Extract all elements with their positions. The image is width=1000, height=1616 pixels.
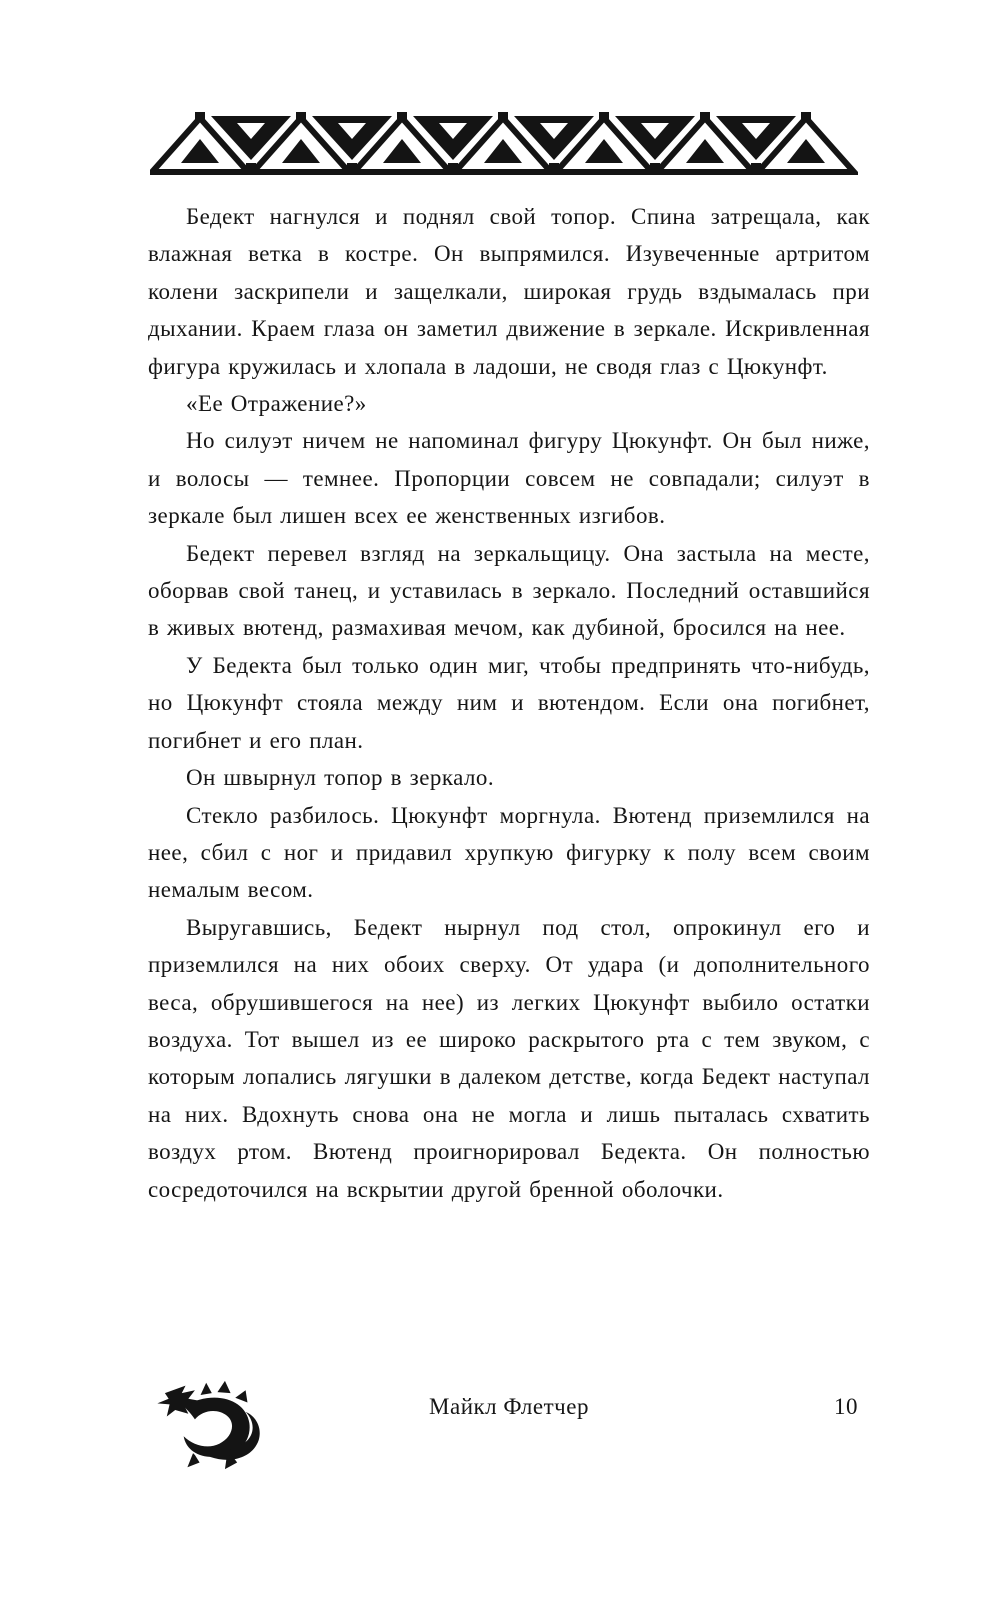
paragraph: У Бедекта был только один миг, чтобы предпринять что-нибудь, но Цюкунфт стояла между ним и вютендом. Если она погибнет, погибнет и его план.: [148, 652, 870, 753]
dragon-logo-icon: [148, 1378, 270, 1472]
page-number: 10: [834, 1394, 858, 1419]
paragraph: Бедект нагнулся и поднял свой топор. Спина затрещала, как влажная ветка в костре. Он выпрямился. Изувеченные артритом колени заскрипели и защелкали, широкая грудь вздымалась при дыхании. Краем глаза он заметил движение в зеркале. Искривленная фигура кружилась и хлопала в ладоши, не сводя глаз с Цюкунфт.: [148, 204, 870, 379]
paragraph: Но силуэт ничем не напоминал фигуру Цюкунфт. Он был ниже, и волосы — темнее. Пропорции совсем не совпадали; силуэт в зеркале был лишен всех ее женственных изгибов.: [148, 428, 870, 529]
ornament-border-icon: [150, 112, 858, 176]
paragraph: Выругавшись, Бедект нырнул под стол, опрокинул его и приземлился на них обоих сверху. От удара (и дополнительного веса, обрушившегося на нее) из легких Цюкунфт выбило остатки воздуха. Тот вышел из ее широко раскрытого рта с тем звуком, с которым лопались лягушки в далеком детстве, когда Бедект наступал на них. Вдохнуть снова она не могла и лишь пыталась схватить воздух ртом. Вютенд проигнорировал Бедекта. Он полностью сосредоточился на вскрытии другой бренной оболочки.: [148, 914, 870, 1202]
triangle-ornament-icon: [150, 112, 858, 176]
page-footer: [148, 1378, 870, 1478]
paragraph: Стекло разбилось. Цюкунфт моргнула. Вютенд приземлился на нее, сбил с ног и придавил хрупкую фигурку к полу всем своим немалым весом.: [148, 802, 870, 903]
page-text: [148, 198, 870, 1208]
paragraph: Бедект перевел взгляд на зеркальщицу. Она застыла на месте, оборвав свой танец, и уставилась в зеркало. Последний оставшийся в живых вютенд, размахивая мечом, как дубиной, бросился на нее.: [148, 540, 870, 641]
paragraph: «Ее Отражение?»: [186, 391, 367, 417]
paragraph: Он швырнул топор в зеркало.: [186, 765, 495, 791]
footer-author: Майкл Флетчер: [429, 1394, 589, 1419]
